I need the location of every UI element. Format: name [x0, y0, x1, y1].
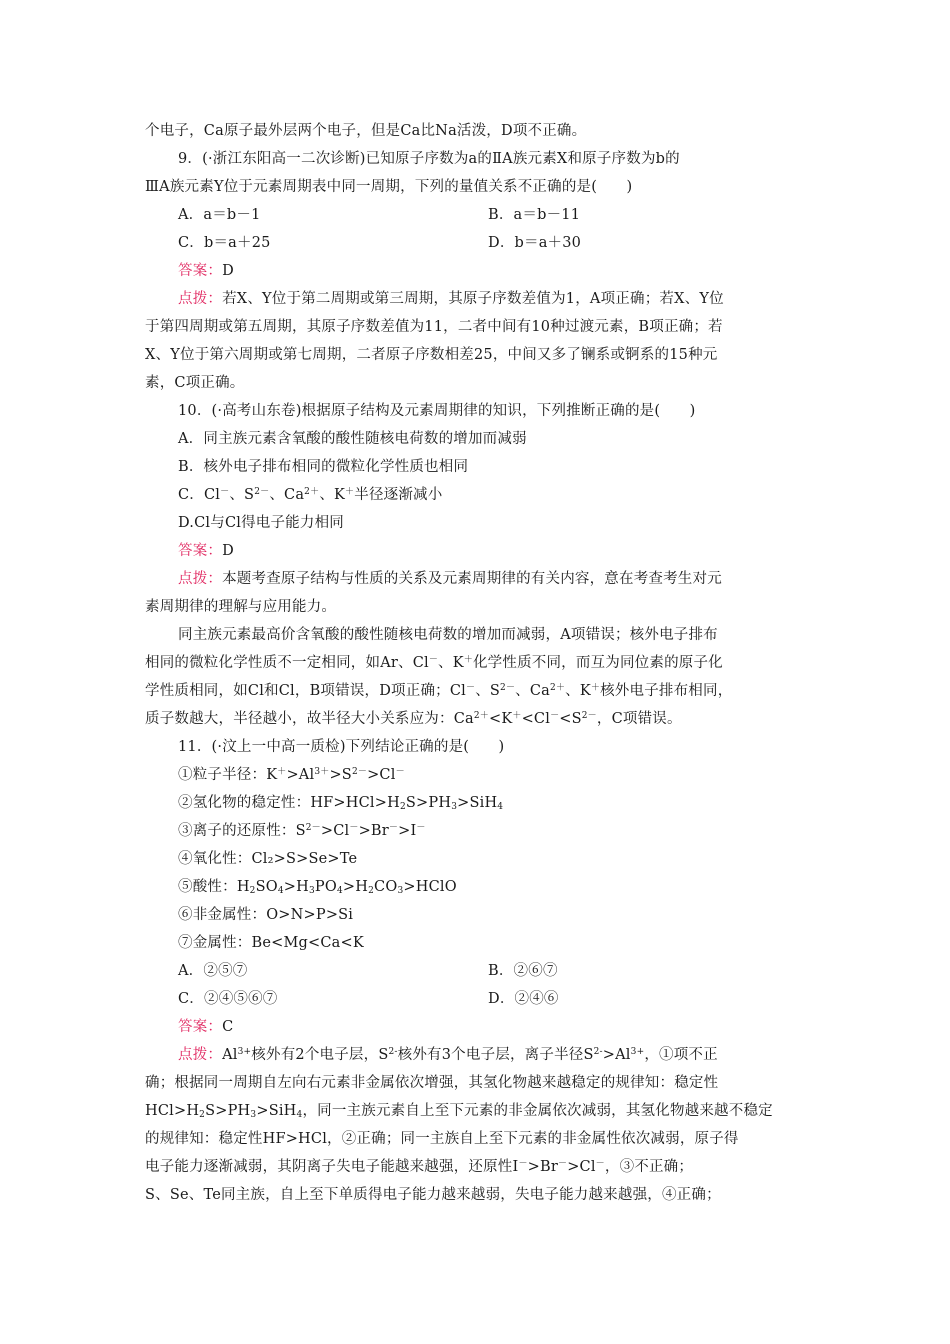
- q10-option-c: C．Cl－、$S^{2-}$、$Ca^{2+}$、K＋半径逐渐减小: [178, 487, 443, 503]
- q9-answer-label: 答案：: [178, 263, 223, 279]
- q9-hint-line-4: 素，C项正确。: [145, 375, 245, 391]
- q10-answer-value: D: [222, 543, 234, 559]
- q11-item-5-label: ⑤酸性：: [178, 879, 237, 895]
- q9-option-a: A．a＝b－1: [178, 207, 261, 223]
- q11-hint-label: 点拨：: [178, 1047, 223, 1063]
- q9-answer-value: D: [222, 263, 234, 279]
- q11-hint-line-5: 电子能力逐渐减弱，其阴离子失电子能越来越强，还原性I－>Br－>Cl－，③不正确；: [145, 1159, 694, 1175]
- q11-stem: 11．(·汶上一中高一质检)下列结论正确的是( ): [178, 739, 505, 755]
- q11-hint-1c: 核外有3个电子层，离子半径S: [397, 1047, 594, 1063]
- q10-hint-line-2: 素周期律的理解与应用能力。: [145, 599, 337, 615]
- q11-item-5: ⑤酸性：$H_2SO_4>H_3PO_4>H_2CO_3>HClO$: [178, 879, 457, 896]
- q10-para-line-2: 相同的微粒化学性质不一定相同，如Ar、Cl－、K＋化学性质不同，而互为同位素的原子化: [145, 655, 723, 671]
- q9-stem-line-2: ⅢA族元素Y位于元素周期表中同一周期，下列的量值关系不正确的是( ): [145, 179, 633, 195]
- q11-hint-1a: Al: [222, 1047, 238, 1063]
- q11-hint-5b: ，③不正确；: [604, 1159, 694, 1175]
- q10-option-b: B．核外电子排布相同的微粒化学性质也相同: [178, 459, 469, 475]
- q9-option-c: C．b＝a＋25: [178, 235, 271, 251]
- q11-item-6: ⑥非金属性：O>N>P>Si: [178, 907, 354, 923]
- q11-item-3: ③离子的还原性：$S^{2-}>Cl^->Br^->I^-$: [178, 823, 426, 839]
- q10-para-line-4: 质子数越大，半径越小，故半径大小关系应为：$Ca^{2+}<K^+<Cl^-<S^{2-}$，C项错误。: [145, 711, 682, 727]
- q11-hint-line-4: 的规律知：稳定性HF>HCl，②正确；同一主族自上至下元素的非金属性依次减弱，原子得: [145, 1131, 739, 1147]
- q11-item-1-label: ①粒子半径：: [178, 767, 267, 783]
- q11-item-1: ①粒子半径：$K^+>Al^{3+}>S^{2-}>Cl^-$: [178, 767, 405, 783]
- q11-option-b: B．②⑥⑦: [488, 963, 558, 979]
- q11-item-4: ④氧化性：Cl₂>S>Se>Te: [178, 851, 358, 867]
- q9-hint-line-1: [178, 289, 840, 309]
- q10-para-3b: 核外电子排布相同，: [600, 683, 733, 699]
- q11-hint-line-2: 确；根据同一周期自左向右元素非金属依次增强，其氢化物越来越稳定的规律知：稳定性: [145, 1075, 719, 1091]
- q10-para-4b: ，C项错误。: [596, 711, 682, 727]
- q9-hint-text-1: 若X、Y位于第二周期或第三周期，其原子序数差值为1，A项正确；若X、Y位: [222, 291, 724, 307]
- q10-hint-label: 点拨：: [178, 571, 223, 587]
- q11-answer-value: C: [222, 1019, 234, 1035]
- q11-item-2-label: ②氢化物的稳定性：: [178, 795, 311, 811]
- q11-hint-line-1: 点拨：$Al^{3+}$核外有2个电子层，$S^{2-}$核外有3个电子层，离子半径$S^{2-}>Al^{3+}$，①项不正: [178, 1047, 718, 1063]
- q11-answer: [178, 1017, 840, 1037]
- q9-hint-line-3: X、Y位于第六周期或第七周期，二者原子序数相差25，中间又多了镧系或锕系的15种元: [145, 347, 718, 363]
- q10-option-a: A．同主族元素含氧酸的酸性随核电荷数的增加而减弱: [178, 431, 527, 447]
- q11-item-7: ⑦金属性：Be<Mg<Ca<K: [178, 935, 364, 951]
- q10-option-c-prefix: C．Cl: [178, 487, 221, 503]
- q10-answer-label: 答案：: [178, 543, 223, 559]
- intro-line: 个电子，Ca原子最外层两个电子，但是Ca比Na活泼，D项不正确。: [145, 123, 587, 139]
- q10-para-4a: 质子数越大，半径越小，故半径大小关系应为：Ca: [145, 711, 474, 727]
- q9-option-d: D．b＝a＋30: [488, 235, 582, 251]
- q11-hint-line-6: S、Se、Te同主族，自上至下单质得电子能力越来越弱，失电子能力越来越强，④正确；: [145, 1187, 721, 1203]
- q10-para-2a: 相同的微粒化学性质不一定相同，如Ar、Cl: [145, 655, 429, 671]
- q10-para-line-1: 同主族元素最高价含氧酸的酸性随核电荷数的增加而减弱，A项错误；核外电子排布: [178, 627, 718, 643]
- q11-hint-5a: 电子能力逐渐减弱，其阴离子失电子能越来越强，还原性I: [145, 1159, 519, 1175]
- q11-item-2: ②氢化物的稳定性：$HF>HCl>H_2S>PH_3>SiH_4$: [178, 795, 504, 812]
- q10-option-c-suffix: 半径逐渐减小: [354, 487, 443, 503]
- q11-option-a: A．②⑤⑦: [178, 963, 248, 979]
- q11-option-d: D．②④⑥: [488, 991, 559, 1007]
- q11-hint-1d: ，①项不正: [644, 1047, 718, 1063]
- q11-option-c: C．②④⑤⑥⑦: [178, 991, 278, 1007]
- q9-answer: [178, 261, 840, 281]
- q11-hint-3b: ，同一主族元素自上至下元素的非金属依次减弱，其氢化物越来越不稳定: [302, 1103, 773, 1119]
- q10-hint-line-1: [178, 569, 840, 589]
- q11-item-3-label: ③离子的还原性：: [178, 823, 296, 839]
- q11-answer-label: 答案：: [178, 1019, 223, 1035]
- q9-stem-line-1: 9．(·浙江东阳高一二次诊断)已知原子序数为a的ⅡA族元素X和原子序数为b的: [178, 151, 680, 167]
- q10-hint-text-1: 本题考查原子结构与性质的关系及元素周期律的有关内容，意在考查考生对元: [222, 571, 722, 587]
- q9-option-b: B．a＝b－11: [488, 207, 581, 223]
- q9-hint-label: 点拨：: [178, 291, 223, 307]
- q11-hint-line-3: $HCl>H_2S>PH_3>SiH_4$，同一主族元素自上至下元素的非金属依次减弱，其氢化物越来越不稳定: [145, 1103, 773, 1120]
- q10-stem: 10．(·高考山东卷)根据原子结构及元素周期律的知识，下列推断正确的是( ): [178, 403, 696, 419]
- q10-para-3a: 学性质相同，如Cl和Cl，B项错误，D项正确；Cl: [145, 683, 466, 699]
- q9-hint-line-2: 于第四周期或第五周期，其原子序数差值为11，二者中间有10种过渡元素，B项正确；若: [145, 319, 723, 335]
- q10-para-2b: 化学性质不同，而互为同位素的原子化: [472, 655, 723, 671]
- q10-answer: [178, 541, 840, 561]
- q11-hint-1b: 核外有2个电子层，S: [251, 1047, 389, 1063]
- q10-para-line-3: 学性质相同，如Cl和Cl，B项错误，D项正确；Cl－、$S^{2-}$、$Ca^{2+}$、K＋核外电子排布相同，: [145, 683, 733, 699]
- q10-option-d: D.Cl与Cl得电子能力相同: [178, 515, 344, 531]
